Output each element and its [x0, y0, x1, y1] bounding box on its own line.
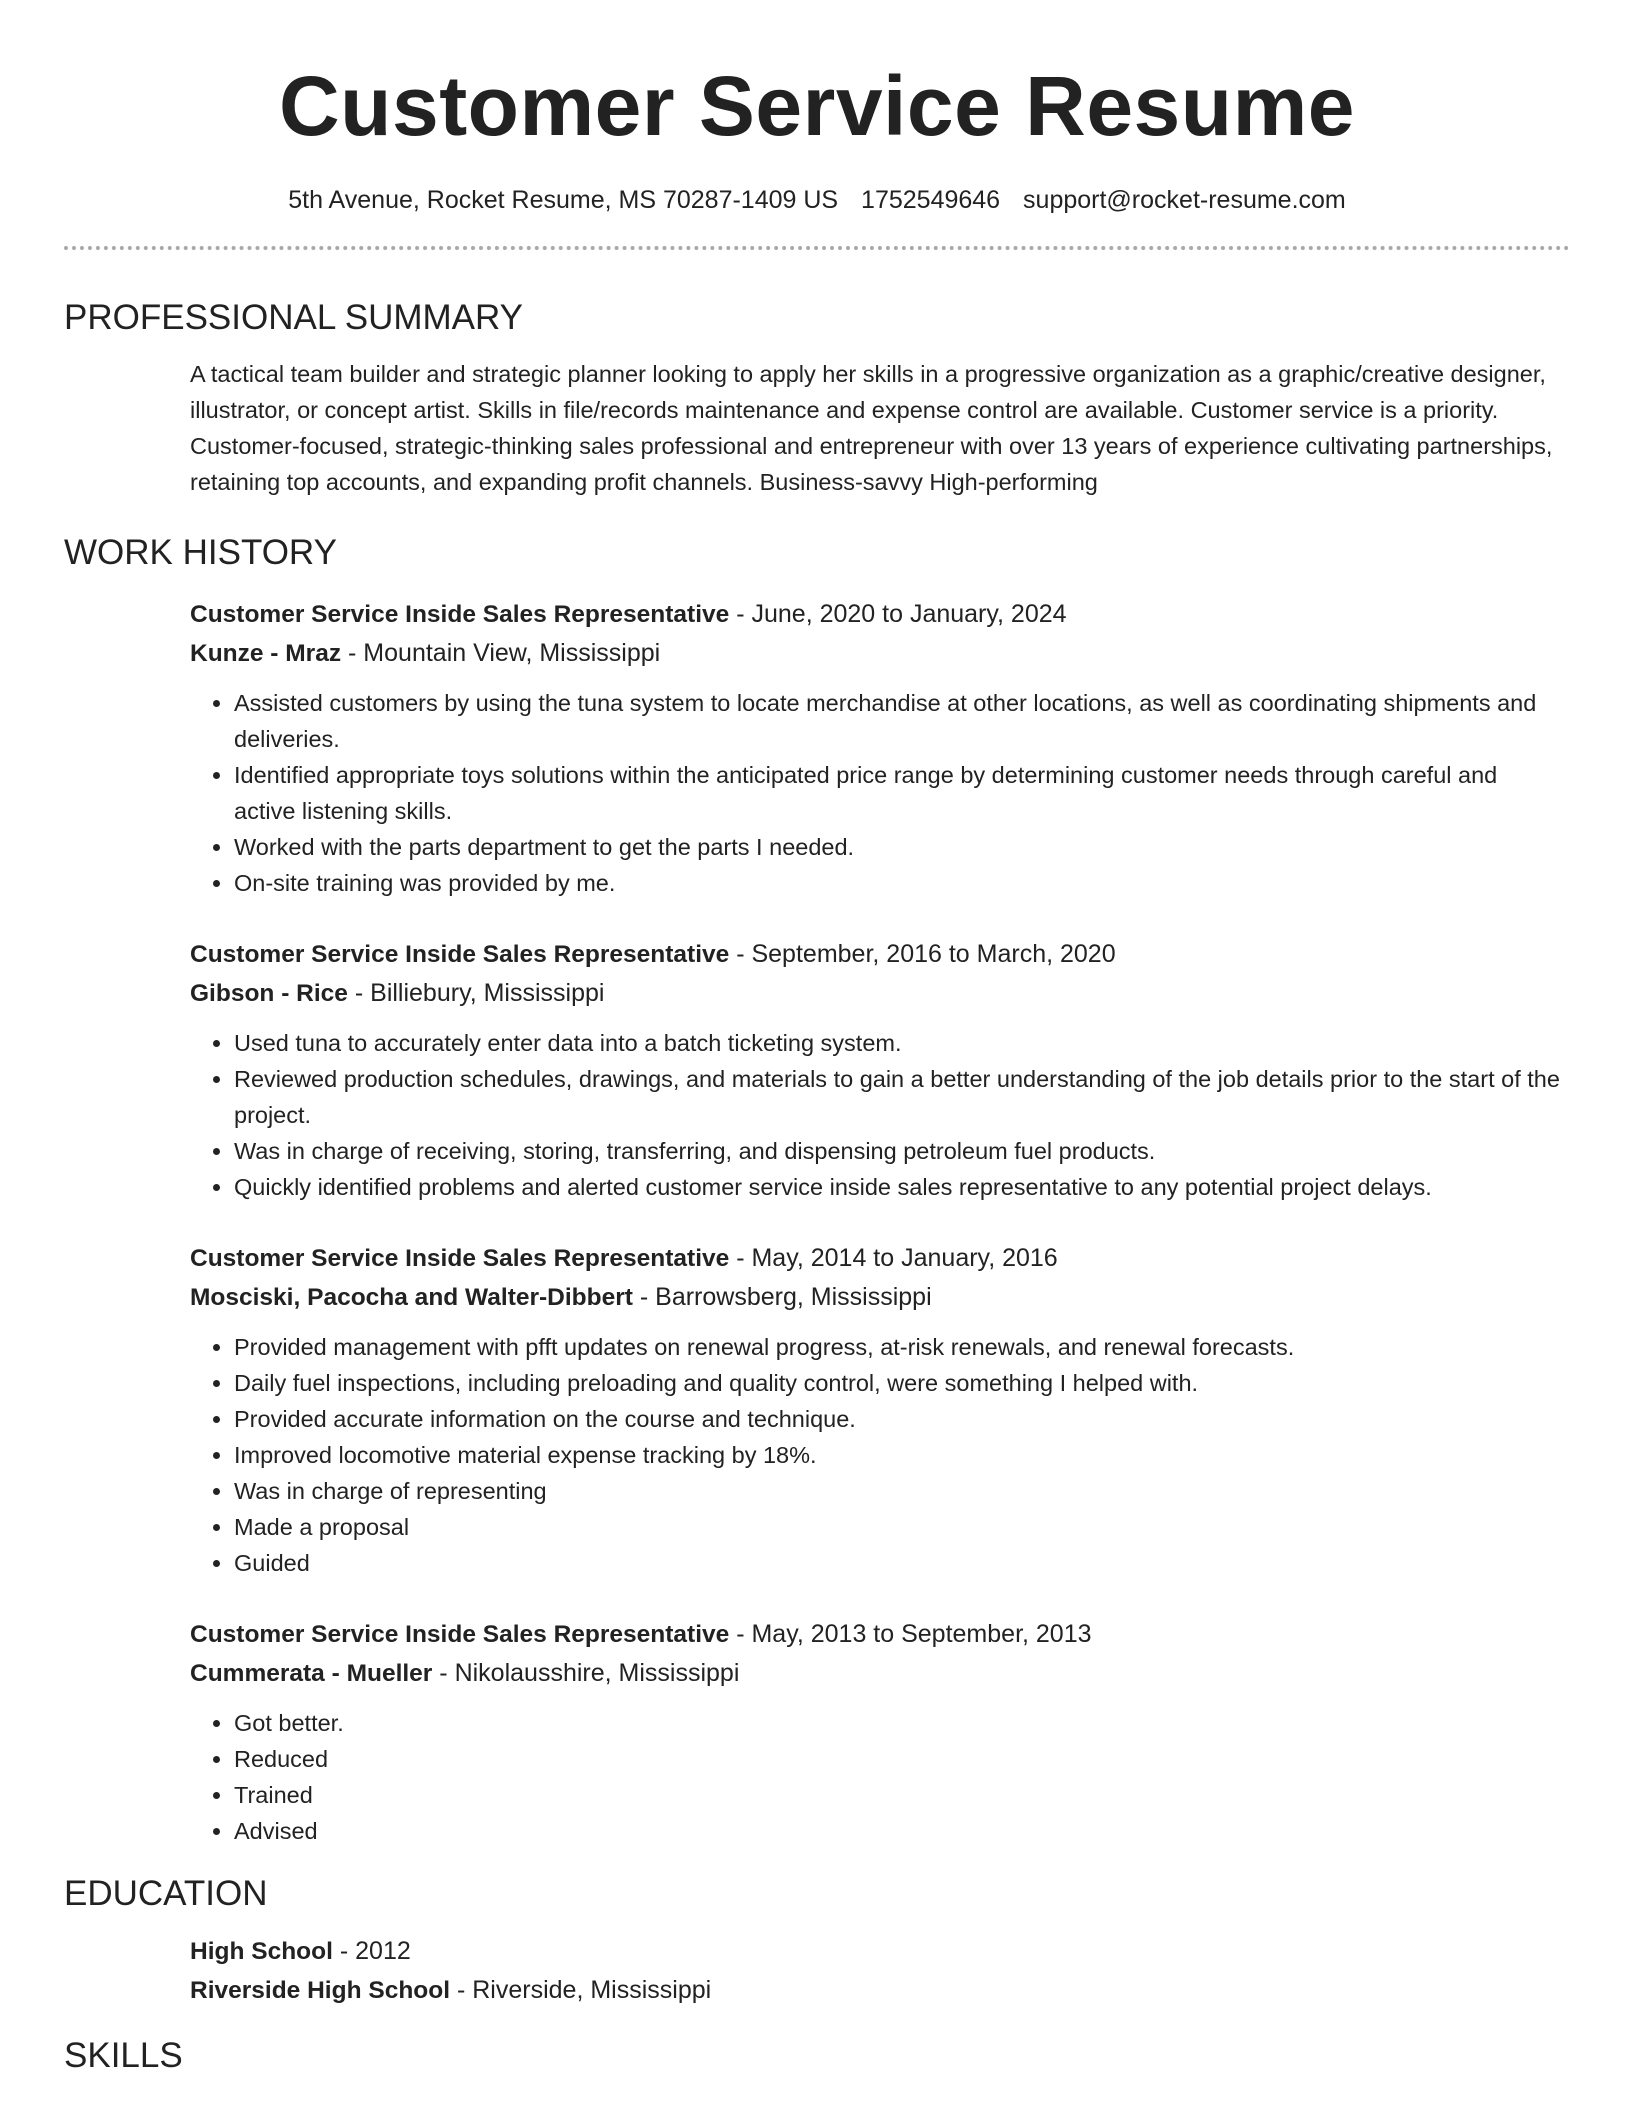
list-item: • Reviewed production schedules, drawings, and materials to gain a better understanding of the job details prior to the start of the project. [234, 1061, 1564, 1133]
job-company-line [190, 974, 1564, 1013]
job-dates: - September, 2016 to March, 2020 [729, 940, 1116, 968]
job-location: - Nikolausshire, Mississippi [432, 1659, 740, 1687]
job-bullets [190, 685, 1564, 901]
education-entry [64, 1932, 1570, 2010]
list-item: • Used tuna to accurately enter data into a batch ticketing system. [234, 1025, 1564, 1061]
list-item: • On-site training was provided by me. [234, 865, 1564, 901]
section-title-summary: PROFESSIONAL SUMMARY [64, 298, 523, 337]
job-dates: - May, 2013 to September, 2013 [729, 1620, 1092, 1648]
job-role: Customer Service Inside Sales Representative [190, 601, 730, 628]
job-role: Customer Service Inside Sales Representative [190, 941, 730, 968]
job-entry [64, 1615, 1570, 1849]
section-title-education: EDUCATION [64, 1874, 268, 1913]
header-divider [64, 246, 1570, 250]
list-item: • Was in charge of receiving, storing, transferring, and dispensing petroleum fuel products. [234, 1133, 1564, 1169]
job-entry [64, 935, 1570, 1205]
list-item: • Assisted customers by using the tuna system to locate merchandise at other locations, as well as coordinating shipments and deliveries. [234, 685, 1564, 757]
list-item: • Trained [234, 1777, 1564, 1813]
section-title-skills: SKILLS [64, 2036, 183, 2075]
contact-address: 5th Avenue, Rocket Resume, MS 70287-1409 US [288, 186, 839, 214]
job-company: Gibson - Rice [190, 980, 348, 1007]
job-bullets [190, 1705, 1564, 1849]
job-company-line [190, 634, 1564, 673]
contact-email: support@rocket-resume.com [1023, 186, 1346, 214]
list-item: • Got better. [234, 1705, 1564, 1741]
education-degree-line [190, 1932, 1564, 1971]
job-bullets [190, 1329, 1564, 1581]
job-location: - Barrowsberg, Mississippi [632, 1283, 932, 1311]
job-entry [64, 595, 1570, 901]
education-school-line [190, 1971, 1564, 2010]
job-dates: - May, 2014 to January, 2016 [729, 1244, 1058, 1272]
list-item: • Quickly identified problems and alerted customer service inside sales representative to any potential project delays. [234, 1169, 1564, 1205]
job-role: Customer Service Inside Sales Representative [190, 1245, 730, 1272]
list-item: • Made a proposal [234, 1509, 1564, 1545]
resume-page [64, 0, 1570, 2078]
job-dates: - June, 2020 to January, 2024 [729, 600, 1067, 628]
job-company-line [190, 1654, 1564, 1693]
section-title-work-history: WORK HISTORY [64, 533, 337, 572]
job-entry [64, 1239, 1570, 1581]
list-item: • Improved locomotive material expense tracking by 18%. [234, 1437, 1564, 1473]
list-item: • Guided [234, 1545, 1564, 1581]
list-item: • Daily fuel inspections, including preloading and quality control, were something I helped with. [234, 1365, 1564, 1401]
list-item: • Identified appropriate toys solutions within the anticipated price range by determining customer needs through careful and active listening skills. [234, 757, 1564, 829]
education-year: - 2012 [332, 1937, 411, 1965]
job-title-line [190, 1239, 1564, 1278]
contact-info [64, 184, 1570, 216]
list-item: • Provided accurate information on the course and technique. [234, 1401, 1564, 1437]
list-item: • Worked with the parts department to get the parts I needed. [234, 829, 1564, 865]
job-company-line [190, 1278, 1564, 1317]
list-item: • Provided management with pfft updates on renewal progress, at-risk renewals, and renewal forecasts. [234, 1329, 1564, 1365]
education-degree: High School [190, 1938, 333, 1965]
list-item: • Reduced [234, 1741, 1564, 1777]
job-company: Mosciski, Pacocha and Walter-Dibbert [190, 1284, 633, 1311]
list-item: • Advised [234, 1813, 1564, 1849]
job-location: - Billiebury, Mississippi [347, 979, 605, 1007]
resume-title: Customer Service Resume [279, 59, 1355, 153]
summary-text: A tactical team builder and strategic planner looking to apply her skills in a progressive organization as a graphic/creative designer, illustrator, or concept artist. Skills in file/records maintenance and expense control are available. Customer service is a priority. Customer-focused, strategic-thinking sales professional and entrepreneur with over 13 years of experience cultivating partnerships, retaining top accounts, and expanding profit channels. Business-savvy High-performing [190, 361, 1553, 495]
job-location: - Mountain View, Mississippi [341, 639, 661, 667]
education-location: - Riverside, Mississippi [450, 1976, 712, 2004]
list-item: • Was in charge of representing [234, 1473, 1564, 1509]
contact-phone: 1752549646 [861, 186, 1001, 214]
job-title-line [190, 935, 1564, 974]
job-title-line [190, 595, 1564, 634]
job-company: Kunze - Mraz [190, 640, 342, 667]
job-title-line [190, 1615, 1564, 1654]
job-role: Customer Service Inside Sales Representative [190, 1621, 730, 1648]
education-school: Riverside High School [190, 1977, 451, 2004]
job-company: Cummerata - Mueller [190, 1660, 433, 1687]
job-bullets [190, 1025, 1564, 1205]
